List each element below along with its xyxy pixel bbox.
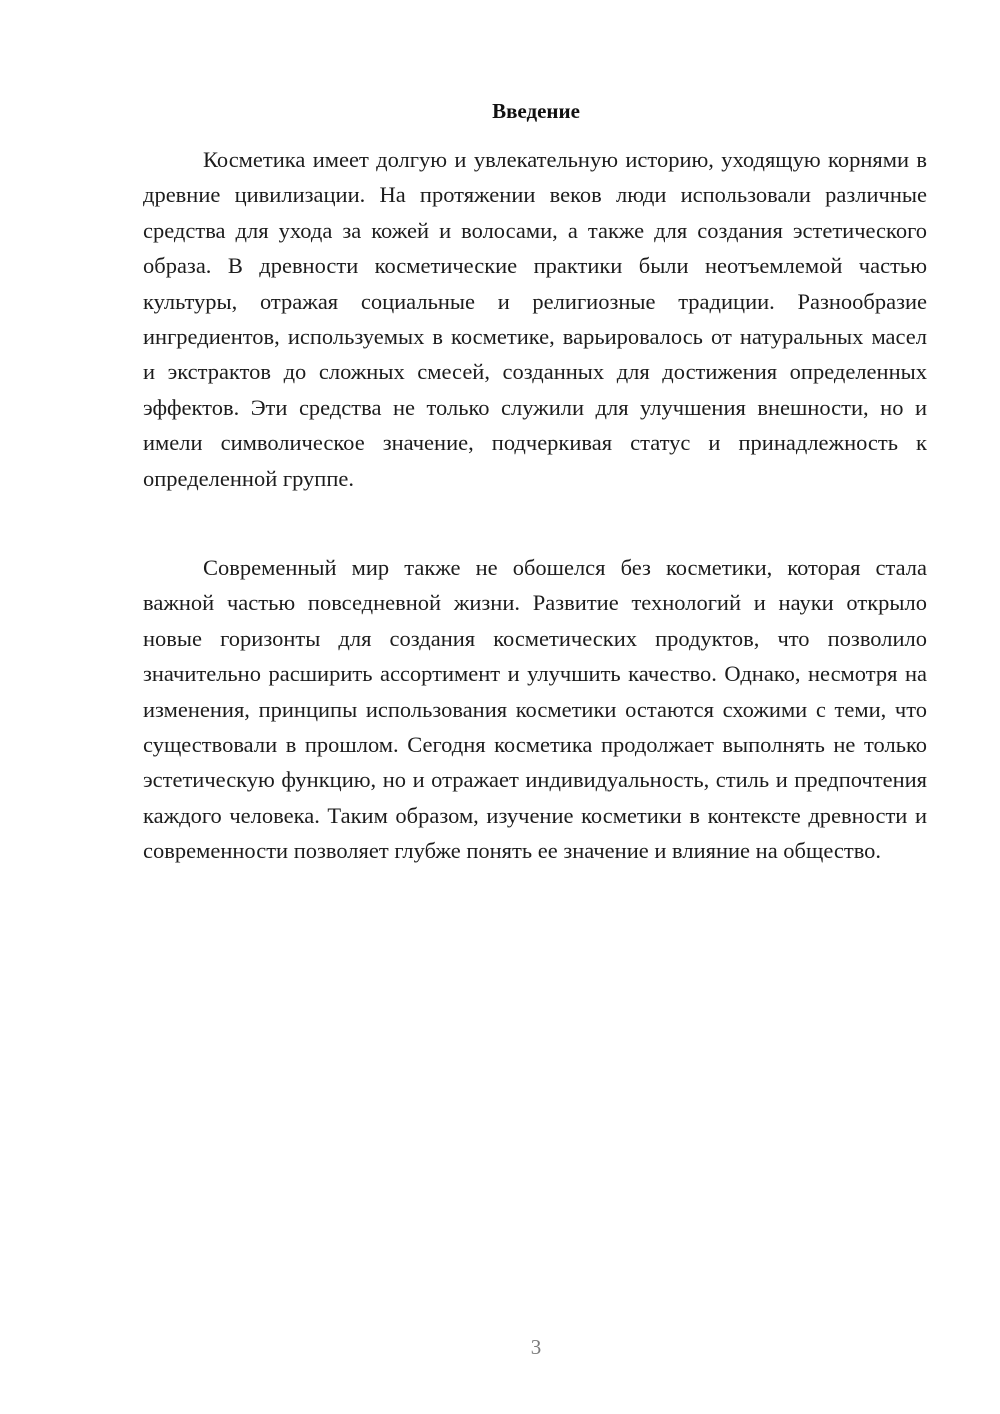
page-number: 3 [530, 1335, 542, 1359]
paragraph-1: Косметика имеет долгую и увлекательную историю, уходящую корнями в древние цивилизации. На протяжении веков люди использовали различные средства для ухода за кожей и волосами, а также для создания эстетического образа. В древности косметические практики были неотъемлемой частью культуры, отражая социальные и религиозные традиции. Разнообразие ингредиентов, используемых в косметике, варьировалось от натуральных масел и экстрактов до сложных смесей, созданных для достижения определенных эффектов. Эти средства не только служили для улучшения внешности, но и имели символическое значение, подчеркивая статус и принадлежность к определенной группе. [143, 147, 927, 491]
paragraph-2: Современный мир также не обошелся без косметики, которая стала важной частью повседневной жизни. Развитие технологий и науки открыло новые горизонты для создания косметических продуктов, что позволило значительно расширить ассортимент и улучшить качество. Однако, несмотря на изменения, принципы использования косметики остаются схожими с теми, что существовали в прошлом. Сегодня косметика продолжает выполнять не только эстетическую функцию, но и отражает индивидуальность, стиль и предпочтения каждого человека. Таким образом, изучение косметики в контексте древности и современности позволяет глубже понять ее значение и влияние на общество. [143, 555, 927, 864]
section-title: Введение [492, 99, 580, 123]
